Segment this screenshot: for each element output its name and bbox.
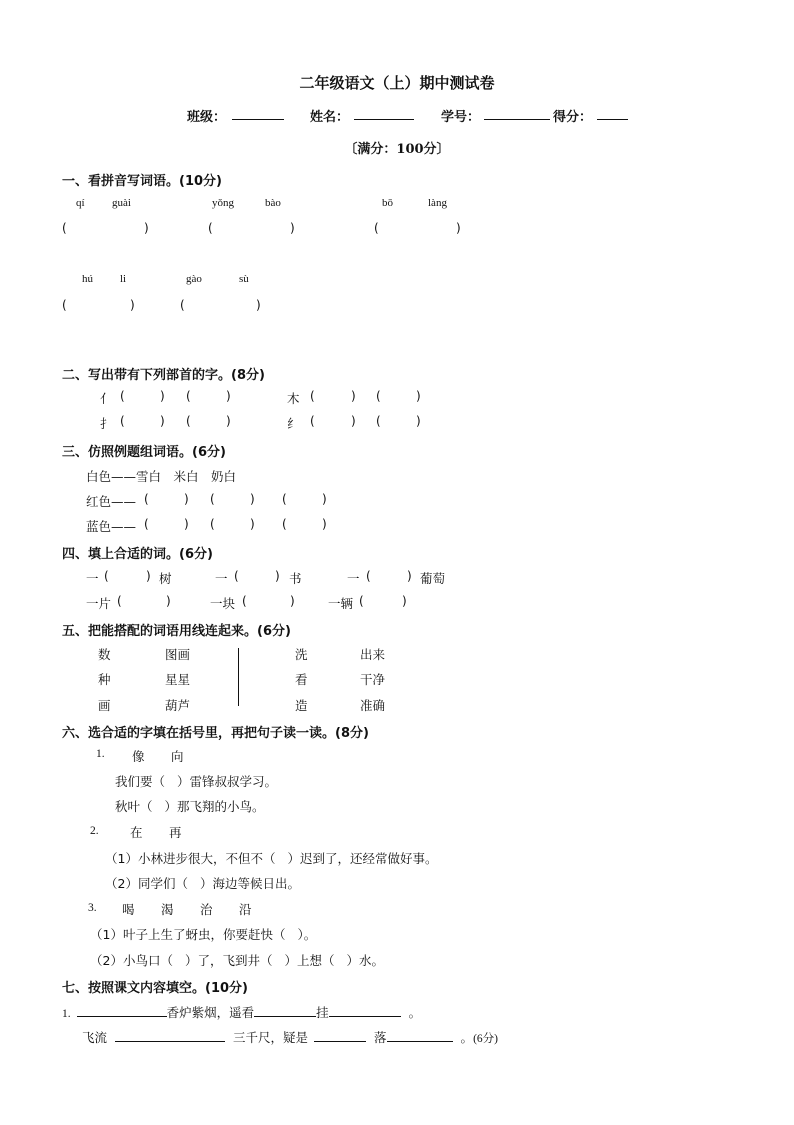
answer-bracket-open: (: [234, 569, 239, 583]
answer-bracket-close: ): [290, 594, 295, 608]
answer-bracket-open: (: [186, 389, 191, 403]
answer-bracket-open: (: [376, 414, 381, 428]
match-word-right[interactable]: 洗: [295, 647, 308, 662]
match-word-left[interactable]: 画: [98, 698, 111, 713]
answer-bracket-close: ): [456, 221, 461, 235]
class-label: 班级：: [187, 110, 227, 125]
answer-bracket-close: ): [407, 569, 412, 583]
name-label: 姓名：: [310, 110, 350, 125]
answer-bracket-close: ): [166, 594, 171, 608]
match-word-right[interactable]: 准确: [360, 698, 386, 713]
answer-bracket-close: ): [290, 221, 295, 235]
pinyin: qí: [76, 197, 85, 209]
answer-bracket-open: (: [62, 298, 67, 312]
answer-bracket-close: ): [160, 414, 165, 428]
answer-bracket-open: (: [120, 414, 125, 428]
sentence: （1）小林进步很大，不但不（ ）迟到了，还经常做好事。: [105, 851, 438, 866]
answer-bracket-close: ): [322, 492, 327, 506]
item-number: 1.: [96, 748, 105, 760]
answer-bracket-open: (: [310, 414, 315, 428]
match-word-right[interactable]: 造: [295, 698, 308, 713]
choice-char: 喝: [122, 902, 135, 917]
answer-bracket-open: (: [180, 298, 185, 312]
answer-bracket-close: ): [184, 517, 189, 531]
page-title: 二年级语文（上）期中测试卷: [299, 74, 495, 92]
poem-line-2: 飞流 三千尺，疑是 落 。(6分): [82, 1030, 498, 1045]
answer-bracket-open: (: [359, 594, 364, 608]
pinyin: hú: [82, 273, 93, 285]
measure-phrase: 一片: [86, 596, 112, 611]
answer-bracket-close: ): [160, 389, 165, 403]
answer-bracket-close: ): [226, 414, 231, 428]
answer-bracket-open: (: [282, 517, 287, 531]
match-word-right[interactable]: 看: [295, 672, 308, 687]
answer-bracket-open: (: [282, 492, 287, 506]
answer-bracket-close: ): [402, 594, 407, 608]
answer-bracket-open: (: [62, 221, 67, 235]
section-5-heading: 五、把能搭配的词语用线连起来。(6分): [62, 624, 291, 639]
answer-bracket-open: (: [117, 594, 122, 608]
choice-char: 沿: [239, 902, 252, 917]
answer-bracket-open: (: [374, 221, 379, 235]
section-4-heading: 四、填上合适的词。(6分): [62, 547, 213, 562]
sentence: （2）小鸟口（ ）了，飞到井（ ）上想（ ）水。: [90, 953, 385, 968]
answer-bracket-open: (: [242, 594, 247, 608]
answer-bracket-open: (: [210, 517, 215, 531]
sentence: （1）叶子上生了蚜虫，你要赶快（ ）。: [90, 927, 317, 942]
choice-char: 像: [132, 749, 145, 764]
answer-bracket-close: ): [275, 569, 280, 583]
sentence: （2）同学们（ ）海边等候日出。: [105, 876, 300, 891]
section-6-heading: 六、选合适的字填在括号里，再把句子读一读。(8分): [62, 726, 369, 741]
column-divider: [238, 648, 239, 706]
answer-bracket-open: (: [144, 492, 149, 506]
answer-bracket-open: (: [210, 492, 215, 506]
answer-bracket-close: ): [146, 569, 151, 583]
answer-bracket-close: ): [416, 389, 421, 403]
answer-bracket-open: (: [144, 517, 149, 531]
answer-bracket-close: ): [226, 389, 231, 403]
section-1-heading: 一、看拼音写词语。(10分): [62, 174, 222, 189]
match-word-left[interactable]: 葫芦: [165, 698, 191, 713]
match-word-left[interactable]: 数: [98, 647, 111, 662]
measure-word: 一: [347, 571, 360, 586]
match-word-left[interactable]: 种: [98, 672, 111, 687]
full-score: 〔满分：100分〕: [344, 142, 450, 157]
answer-bracket-close: ): [250, 517, 255, 531]
measure-word: 一: [86, 571, 99, 586]
score-label: 得分：: [553, 110, 593, 125]
pinyin: guài: [112, 197, 131, 209]
choice-char: 治: [200, 902, 213, 917]
answer-bracket-close: ): [256, 298, 261, 312]
answer-bracket-close: ): [416, 414, 421, 428]
section-7-heading: 七、按照课文内容填空。(10分): [62, 981, 248, 996]
match-word-left[interactable]: 图画: [165, 647, 191, 662]
pinyin: làng: [428, 197, 447, 209]
match-word-right[interactable]: 出来: [360, 647, 386, 662]
prompt-red: 红色——: [86, 494, 137, 509]
radical: 木: [287, 391, 300, 406]
measure-phrase: 一块: [210, 596, 236, 611]
answer-bracket-open: (: [310, 389, 315, 403]
radical: 纟: [287, 416, 300, 431]
answer-bracket-open: (: [366, 569, 371, 583]
item-number: 3.: [88, 902, 97, 914]
measure-word: 一: [215, 571, 228, 586]
noun: 书: [289, 571, 302, 586]
answer-bracket-open: (: [120, 389, 125, 403]
pinyin: yǒng: [212, 197, 234, 209]
sentence: 秋叶（ ）那飞翔的小鸟。: [115, 799, 265, 814]
sentence: 我们要（ ）雷锋叔叔学习。: [115, 774, 278, 789]
radical: 亻: [100, 391, 113, 406]
answer-bracket-close: ): [144, 221, 149, 235]
name-blank[interactable]: [354, 108, 414, 120]
section-3-heading: 三、仿照例题组词语。(6分): [62, 445, 226, 460]
prompt-blue: 蓝色——: [86, 519, 137, 534]
match-word-left[interactable]: 星星: [165, 672, 191, 687]
choice-char: 向: [171, 749, 184, 764]
pinyin: li: [120, 273, 127, 285]
answer-bracket-close: ): [184, 492, 189, 506]
answer-bracket-open: (: [186, 414, 191, 428]
class-blank[interactable]: [232, 108, 284, 120]
choice-char: 渴: [161, 902, 174, 917]
score-blank[interactable]: [597, 108, 628, 120]
match-word-right[interactable]: 干净: [360, 672, 386, 687]
pinyin: bào: [265, 197, 281, 209]
noun: 葡萄: [420, 571, 446, 586]
id-blank[interactable]: [484, 108, 550, 120]
item-number: 2.: [90, 825, 99, 837]
pinyin: bō: [382, 197, 393, 209]
answer-bracket-close: ): [322, 517, 327, 531]
answer-bracket-close: ): [130, 298, 135, 312]
poem-line-1: 1. 香炉紫烟，遥看 挂 。: [62, 1005, 422, 1020]
example-line: 白色——雪白 米白 奶白: [86, 469, 237, 484]
pinyin: gào: [186, 273, 202, 285]
radical: 扌: [100, 416, 113, 431]
noun: 树: [159, 571, 172, 586]
answer-bracket-open: (: [376, 389, 381, 403]
answer-bracket-close: ): [250, 492, 255, 506]
answer-bracket-open: (: [104, 569, 109, 583]
answer-bracket-open: (: [208, 221, 213, 235]
answer-bracket-close: ): [351, 414, 356, 428]
answer-bracket-close: ): [351, 389, 356, 403]
measure-phrase: 一辆: [328, 596, 354, 611]
id-label: 学号：: [441, 110, 481, 125]
section-2-heading: 二、写出带有下列部首的字。(8分): [62, 368, 265, 383]
choice-char: 再: [169, 825, 182, 840]
pinyin: sù: [239, 273, 249, 285]
choice-char: 在: [130, 825, 143, 840]
